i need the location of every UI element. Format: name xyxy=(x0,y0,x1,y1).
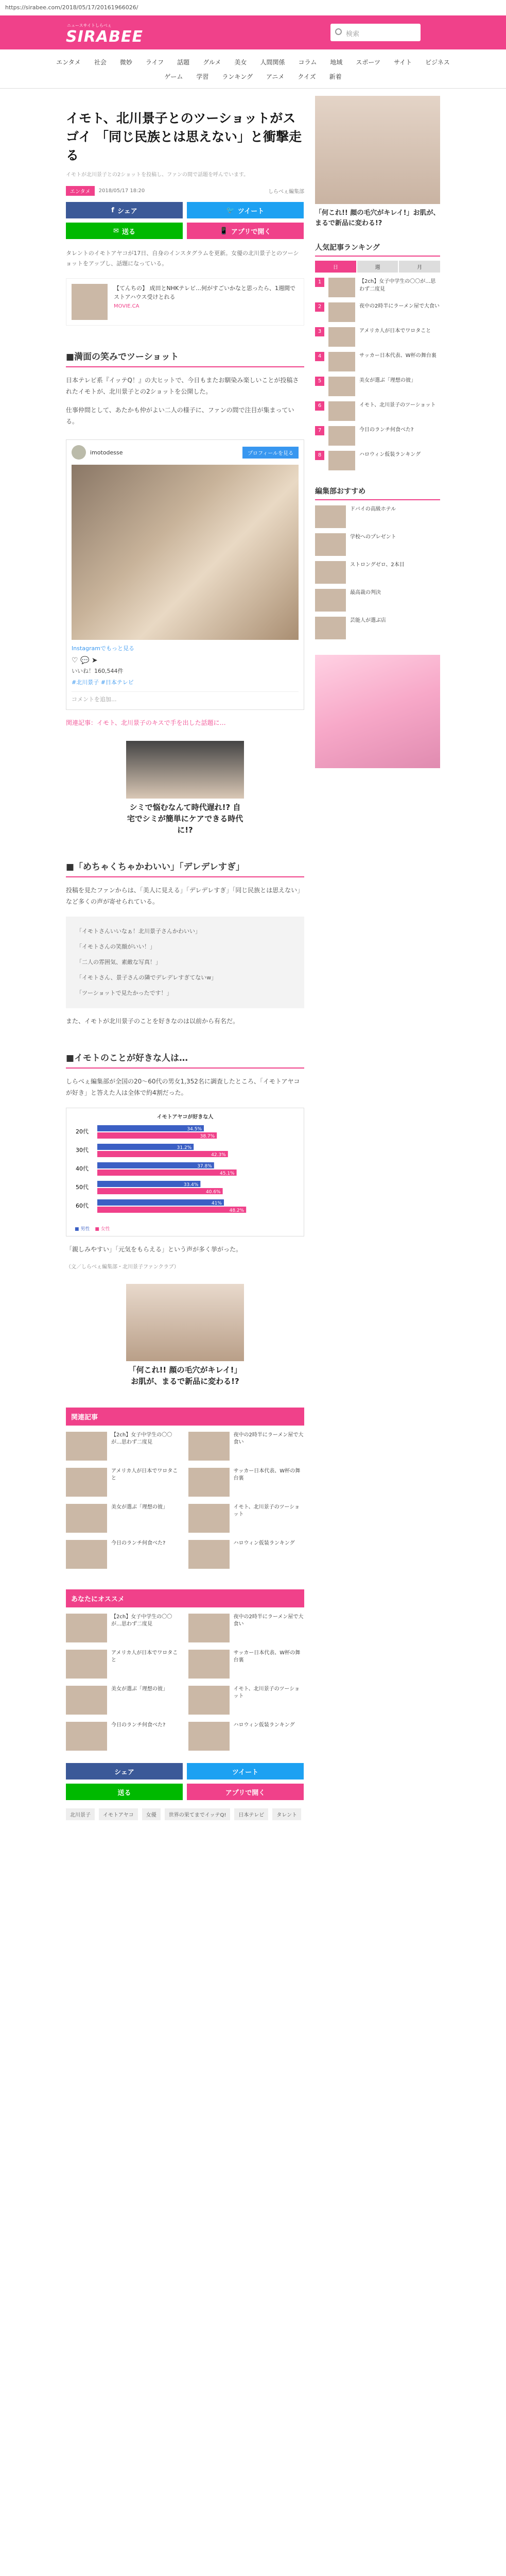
editor-title: 学校へのプレゼント xyxy=(350,534,396,540)
nav-item[interactable]: 微妙 xyxy=(119,58,132,66)
bar-value-label: 42.3% xyxy=(211,1153,226,1158)
section-heading: ■満面の笑みでツーショット xyxy=(66,349,304,367)
rank-number: 4 xyxy=(315,352,324,361)
recommend-grid xyxy=(66,1614,304,1751)
line-icon: ✉ xyxy=(113,227,119,235)
article-main xyxy=(66,89,304,1820)
tag-chip[interactable]: 北川景子 xyxy=(66,1808,95,1820)
sidebar-ad-caption[interactable]: 「何これ!! 顔の毛穴がキレイ!」お肌が、まるで新品に変わる!? xyxy=(315,209,440,227)
site-header xyxy=(0,15,506,49)
grid-item[interactable] xyxy=(66,1504,182,1533)
nav-item[interactable]: 学習 xyxy=(196,73,209,80)
heart-icon[interactable]: ♡ 💬 ➤ xyxy=(72,656,98,665)
related-card[interactable] xyxy=(66,278,304,326)
related-grid xyxy=(66,1432,304,1569)
ranking-list xyxy=(315,278,440,470)
rank-title: 美女が選ぶ「理想の彼」 xyxy=(359,378,416,383)
twitter-icon: 🐦 xyxy=(226,206,235,214)
ranking-item[interactable] xyxy=(315,426,440,446)
instagram-user[interactable]: imotodesse xyxy=(90,449,123,456)
related-title: 【てんちの】 成田とNHKテレビ…何がすごいかなと思ったら、1週間でストアハウス受けとれる xyxy=(114,285,295,300)
ranking-item[interactable] xyxy=(315,278,440,297)
editor-thumbnail xyxy=(315,505,346,528)
tag-chip[interactable]: 日本テレビ xyxy=(234,1808,268,1820)
survey-chart xyxy=(66,1108,304,1236)
grid-thumbnail xyxy=(188,1614,230,1642)
ranking-item[interactable] xyxy=(315,451,440,470)
nav-item[interactable]: 人間関係 xyxy=(260,58,285,66)
search-icon xyxy=(335,28,342,35)
nav-item[interactable]: エンタメ xyxy=(56,58,81,66)
twitter-share-button[interactable]: ツイート xyxy=(187,1763,304,1780)
editor-item[interactable] xyxy=(315,589,440,612)
grid-item[interactable] xyxy=(188,1722,305,1751)
grid-thumbnail xyxy=(66,1504,107,1533)
grid-title: ハロウィン仮装ランキング xyxy=(233,1540,295,1546)
grid-thumbnail xyxy=(188,1722,230,1751)
instagram-caption: #北川景子 #日本テレビ xyxy=(72,679,134,686)
grid-thumbnail xyxy=(188,1432,230,1461)
editor-item[interactable] xyxy=(315,561,440,584)
ad-banner[interactable] xyxy=(126,741,244,836)
nav-item[interactable]: ビジネス xyxy=(425,58,450,66)
editor-thumbnail xyxy=(315,617,346,639)
open-in-app-button[interactable]: 📱 アプリで開く xyxy=(187,223,304,239)
ad-image xyxy=(126,1284,244,1361)
ad-caption: シミで悩むなんて時代遅れ!? 自宅でシミが簡単にケアできる時代に!? xyxy=(127,803,243,835)
avatar xyxy=(72,445,86,460)
article-title: イモト、北川景子とのツーショットがスゴイ 「同じ民族とは思えない」と衝撃走る xyxy=(66,111,302,163)
category-nav xyxy=(0,49,506,89)
grid-item[interactable] xyxy=(66,1468,182,1497)
bar-value-label: 37.8% xyxy=(197,1164,212,1169)
tag-list xyxy=(66,1808,304,1820)
source-note: （文／しらべぇ編集部・北川景子ファンクラブ） xyxy=(66,1264,179,1270)
editor-thumbnail xyxy=(315,589,346,612)
article-subtitle: イモトが北川景子との2ショットを投稿し、ファンの間で話題を呼んでいます。 xyxy=(66,172,249,178)
bar-value-label: 45.1% xyxy=(220,1171,235,1176)
quote-line: 「イモトさん、景子さんの隣でデレデレすぎてないw」 xyxy=(76,974,217,981)
grid-title: アメリカ人が日本でワロタこと xyxy=(111,1650,178,1663)
related-source: MOVIE.CA xyxy=(114,303,139,309)
editor-thumbnail xyxy=(315,561,346,584)
bar xyxy=(97,1188,223,1194)
rank-thumbnail xyxy=(328,451,355,470)
ad-caption: 「何これ!! 顔の毛穴がキレイ!」お肌が、まるで新品に変わる!? xyxy=(128,1365,242,1386)
editor-title: 編集部おすすめ xyxy=(315,486,440,500)
site-logo[interactable]: SIRABEE xyxy=(66,28,143,46)
line-share-button[interactable]: ✉ 送る xyxy=(66,223,183,239)
rank-thumbnail xyxy=(328,278,355,297)
bar-value-label: 40.6% xyxy=(206,1190,221,1195)
bar-value-label: 48.2% xyxy=(229,1208,245,1213)
grid-title: イモト、北川景子のツーショット xyxy=(233,1686,300,1699)
ranking-item[interactable] xyxy=(315,327,440,347)
bar xyxy=(97,1162,214,1168)
grid-item[interactable] xyxy=(188,1540,305,1569)
browser-url: https://sirabee.com/2018/05/17/20161966026/ xyxy=(0,0,506,15)
ranking-item[interactable] xyxy=(315,302,440,322)
paragraph: また、イモトが北川景子のことを好きなのは以前から有名だ。 xyxy=(66,1018,239,1025)
instagram-more-link[interactable]: Instagramでもっと見る xyxy=(72,645,134,652)
rank-thumbnail xyxy=(328,352,355,371)
grid-thumbnail xyxy=(66,1432,107,1461)
tab-week[interactable]: 週 xyxy=(357,261,398,273)
bar xyxy=(97,1207,246,1213)
grid-title: サッカー日本代表、W杯の舞台裏 xyxy=(233,1650,301,1663)
grid-item[interactable] xyxy=(188,1468,305,1497)
chart-legend xyxy=(75,1225,299,1232)
grid-title: 美女が選ぶ「理想の彼」 xyxy=(111,1504,168,1510)
bar xyxy=(97,1199,224,1206)
rank-number: 6 xyxy=(315,401,324,411)
facebook-icon: f xyxy=(111,206,114,214)
grid-title: サッカー日本代表、W杯の舞台裏 xyxy=(233,1468,301,1481)
bar-value-label: 33.4% xyxy=(183,1182,199,1188)
grid-title: 美女が選ぶ「理想の彼」 xyxy=(111,1686,168,1692)
nav-item[interactable]: スポーツ xyxy=(356,58,380,66)
like-count: いいね！160,544件 xyxy=(72,668,124,674)
grid-thumbnail xyxy=(66,1650,107,1679)
nav-item[interactable]: アニメ xyxy=(266,73,285,80)
nav-item[interactable]: サイト xyxy=(393,58,412,66)
instagram-photo xyxy=(72,465,299,640)
tag-chip[interactable]: イモトアヤコ xyxy=(99,1808,138,1820)
rank-thumbnail xyxy=(328,327,355,347)
sidebar-game-ad[interactable] xyxy=(315,655,440,768)
grid-thumbnail xyxy=(66,1614,107,1642)
grid-title: イモト、北川景子のツーショット xyxy=(233,1504,300,1517)
legend-item: ■ 女性 xyxy=(95,1227,110,1232)
ad-banner-2[interactable] xyxy=(126,1284,244,1387)
grid-item[interactable] xyxy=(188,1614,305,1642)
paragraph: 日本テレビ系『イッテQ！』の大ヒットで、今日もまたお馴染み楽しいことが投稿されたイモトが、北川景子との2ショットを公開した。 xyxy=(66,377,299,395)
paragraph: 投稿を見たファンからは、「美人に見える」「デレデレすぎ」「同じ民族とは思えない」など多くの声が寄せられている。 xyxy=(66,887,304,905)
editor-list xyxy=(315,505,440,639)
grid-item[interactable] xyxy=(188,1686,305,1715)
rank-number: 1 xyxy=(315,278,324,287)
grid-thumbnail xyxy=(188,1686,230,1715)
tab-day[interactable]: 日 xyxy=(315,261,356,273)
grid-item[interactable] xyxy=(66,1650,182,1679)
sidebar xyxy=(315,89,440,768)
grid-thumbnail xyxy=(66,1722,107,1751)
nav-item[interactable]: 地域 xyxy=(330,58,343,66)
quote-line: 「イモトさんの笑顔がいい！」 xyxy=(76,943,155,950)
bar-value-label: 38.7% xyxy=(200,1134,215,1139)
line-share-button[interactable]: 送る xyxy=(66,1784,183,1800)
bar xyxy=(97,1170,237,1176)
tag-chip[interactable]: 女優 xyxy=(142,1808,161,1820)
editor-title: 最高裁の判決 xyxy=(350,590,381,596)
bar xyxy=(97,1132,217,1139)
recommend-section-title: あなたにオススメ xyxy=(66,1589,304,1607)
nav-item[interactable]: ランキング xyxy=(222,73,253,80)
rank-thumbnail xyxy=(328,401,355,421)
follow-button[interactable]: プロフィールを見る xyxy=(242,447,299,459)
editor-item[interactable] xyxy=(315,617,440,639)
nav-row-1 xyxy=(0,55,506,69)
grid-item[interactable] xyxy=(66,1722,182,1751)
rank-number: 3 xyxy=(315,327,324,336)
open-in-app-button[interactable]: アプリで開く xyxy=(187,1784,304,1800)
grid-item[interactable] xyxy=(188,1650,305,1679)
grid-item[interactable] xyxy=(66,1540,182,1569)
grid-thumbnail xyxy=(66,1686,107,1715)
section-heading: ■イモトのことが好きな人は… xyxy=(66,1050,304,1069)
rank-title: ハロウィン仮装ランキング xyxy=(359,452,421,457)
legend-item: ■ 男性 xyxy=(75,1227,90,1232)
ad-image xyxy=(126,741,244,799)
grid-item[interactable] xyxy=(66,1686,182,1715)
grid-thumbnail xyxy=(188,1540,230,1569)
quote-line: 「ツーショットで見たかったです！」 xyxy=(76,990,172,996)
grid-title: 今日のランチ何食べた? xyxy=(111,1722,166,1728)
editor-title: 芸能人が選ぶ店 xyxy=(350,618,386,623)
quote-line: 「二人の雰囲気、素敵な写真！」 xyxy=(76,959,161,965)
nav-item[interactable]: 美女 xyxy=(234,58,247,66)
paragraph: しらべぇ編集部が全国の20〜60代の男女1,352名に調査したところ、「イモトアヤコが好き」と答えた人は全体で約4割だった。 xyxy=(66,1078,300,1096)
tab-month[interactable]: 月 xyxy=(399,261,440,273)
grid-thumbnail xyxy=(188,1650,230,1679)
tag-chip[interactable]: 世界の果てまでイッテQ! xyxy=(165,1808,231,1820)
grid-title: 夜中の2時半にラーメン屋で大食い xyxy=(233,1432,304,1445)
grid-thumbnail xyxy=(66,1540,107,1569)
rank-title: 夜中の2時半にラーメン屋で大食い xyxy=(359,303,440,309)
article-lead: タレントのイモトアヤコが17日、自身のインスタグラムを更新。女優の北川景子とのツーショットをアップし、話題になっている。 xyxy=(66,250,299,267)
editor-item[interactable] xyxy=(315,533,440,556)
grid-thumbnail xyxy=(188,1468,230,1497)
tag-chip[interactable]: タレント xyxy=(272,1808,301,1820)
editor-item[interactable] xyxy=(315,505,440,528)
bar-value-label: 34.5% xyxy=(187,1127,202,1132)
rank-title: 今日のランチ何食べた? xyxy=(359,427,414,433)
rank-thumbnail xyxy=(328,426,355,446)
category-label: 20代 xyxy=(76,1128,89,1135)
grid-title: アメリカ人が日本でワロタこと xyxy=(111,1468,178,1481)
quote-line: 「イモトさんいいなぁ！北川景子さんかわいい」 xyxy=(76,928,201,935)
app-icon: 📱 xyxy=(219,227,228,235)
rank-number: 2 xyxy=(315,302,324,312)
chart-svg xyxy=(72,1120,298,1223)
grid-item[interactable] xyxy=(66,1614,182,1642)
grid-item[interactable] xyxy=(188,1432,305,1461)
editor-thumbnail xyxy=(315,533,346,556)
facebook-share-button[interactable]: シェア xyxy=(66,1763,183,1780)
rank-number: 8 xyxy=(315,451,324,460)
grid-thumbnail xyxy=(188,1504,230,1533)
paragraph: 「親しみやすい」「元気をもらえる」という声が多く挙がった。 xyxy=(66,1246,242,1253)
nav-item[interactable]: グルメ xyxy=(203,58,221,66)
rank-title: アメリカ人が日本でワロタこと xyxy=(359,328,431,334)
grid-title: 【2ch】女子中学生の〇〇が…思わず二度見 xyxy=(111,1614,172,1627)
facebook-share-button[interactable]: f シェア xyxy=(66,202,183,218)
grid-title: ハロウィン仮装ランキング xyxy=(233,1722,295,1728)
editor-title: ストロングゼロ、2本目 xyxy=(350,562,405,568)
grid-item[interactable] xyxy=(66,1432,182,1461)
sidebar-ad-image[interactable] xyxy=(315,96,440,204)
paragraph: 仕事仲間として、あたかも仲がよい二人の様子に、ファンの間で注目が集まっている。 xyxy=(66,406,294,425)
grid-title: 夜中の2時半にラーメン屋で大食い xyxy=(233,1614,304,1627)
instagram-embed[interactable] xyxy=(66,439,304,710)
chart-title: イモトアヤコが好きな人 xyxy=(156,1114,214,1120)
editor-title: ドバイの高級ホテル xyxy=(350,506,396,512)
nav-item[interactable]: クイズ xyxy=(298,73,316,80)
rank-title: サッカー日本代表、W杯の舞台裏 xyxy=(359,353,437,359)
search-input[interactable]: 検索 xyxy=(330,24,421,41)
nav-item[interactable]: 社会 xyxy=(94,58,107,66)
section-heading: ■「めちゃくちゃかわいい」「デレデレすぎ」 xyxy=(66,859,304,877)
ranking-item[interactable] xyxy=(315,352,440,371)
bar xyxy=(97,1151,228,1157)
twitter-share-button[interactable]: 🐦 ツイート xyxy=(187,202,304,218)
grid-item[interactable] xyxy=(188,1504,305,1533)
grid-title: 今日のランチ何食べた? xyxy=(111,1540,166,1546)
rank-number: 7 xyxy=(315,426,324,435)
publish-date: 2018/05/17 18:20 xyxy=(98,188,145,194)
rank-number: 5 xyxy=(315,377,324,386)
rank-title: イモト、北川景子のツーショット xyxy=(359,402,436,408)
bar-value-label: 41% xyxy=(211,1201,222,1206)
nav-item[interactable]: 新着 xyxy=(329,73,342,80)
related-section-title: 関連記事 xyxy=(66,1408,304,1426)
related-link[interactable]: 関連記事：イモト、北川景子のキスで手を出した話題に… xyxy=(66,719,226,726)
rank-thumbnail xyxy=(328,302,355,322)
logo-subtitle: ニュースサイトしらべぇ xyxy=(67,23,112,28)
related-thumbnail xyxy=(72,284,108,320)
nav-item[interactable]: ゲーム xyxy=(164,73,183,80)
ranking-title: 人気記事ランキング xyxy=(315,242,440,257)
category-label: 30代 xyxy=(76,1147,89,1154)
comment-field[interactable]: コメントを追加... xyxy=(72,691,299,704)
category-label: 50代 xyxy=(76,1184,89,1191)
nav-item[interactable]: ライフ xyxy=(145,58,164,66)
author-name[interactable]: しらべぇ編集部 xyxy=(268,189,304,195)
grid-title: 【2ch】女子中学生の〇〇が…思わず二度見 xyxy=(111,1432,172,1445)
ranking-item[interactable] xyxy=(315,401,440,421)
category-label: 60代 xyxy=(76,1202,89,1209)
category-label: 40代 xyxy=(76,1165,89,1172)
quote-block xyxy=(66,917,304,1008)
grid-thumbnail xyxy=(66,1468,107,1497)
nav-row-2 xyxy=(0,69,506,83)
nav-item[interactable]: 話題 xyxy=(177,58,190,66)
nav-item[interactable]: コラム xyxy=(298,58,317,66)
bar-value-label: 31.2% xyxy=(177,1145,192,1150)
ranking-item[interactable] xyxy=(315,377,440,396)
rank-thumbnail xyxy=(328,377,355,396)
category-badge[interactable]: エンタメ xyxy=(66,186,95,196)
rank-title: 【2ch】女子中学生の〇〇が…思わず二度見 xyxy=(359,279,436,292)
